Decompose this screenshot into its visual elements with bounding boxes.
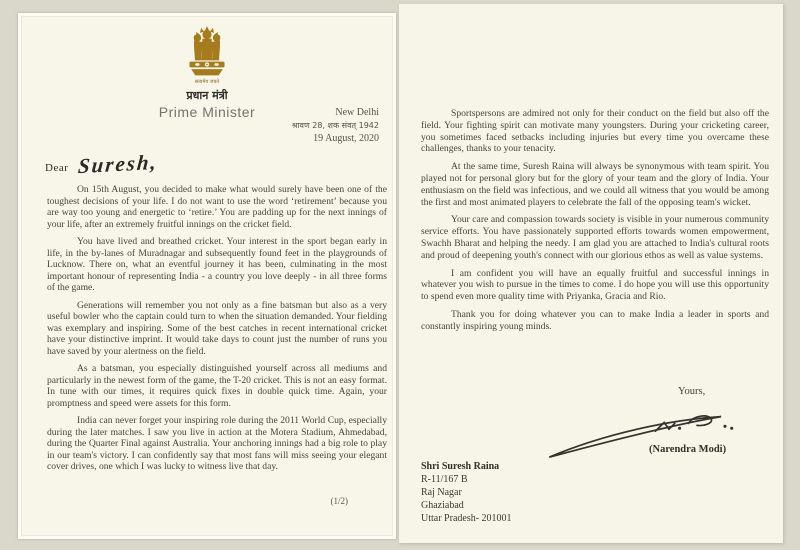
paragraph: Your care and compassion towards society is visible in your numerous community service efforts. You have passionately supported efforts towards women empowerment, Swachh Bharat and helping the needy. I am glad you are attached to India's cultural roots and proud of deepening youth's connect with our glorious ethos as well as value systems. bbox=[421, 214, 769, 261]
title-hindi: प्रधान मंत्री bbox=[186, 89, 228, 102]
address-line: Uttar Pradesh- 201001 bbox=[421, 513, 512, 524]
paragraph: I am confident you will have an equally fruitful and successful innings in whatever you wish to pursue in the times to come. I do hope you will use this opportunity to spend even more quality time with Priyanka, Gracia and Rio. bbox=[421, 267, 769, 303]
salutation-prefix: Dear bbox=[45, 162, 69, 174]
date-hindi: श्रावण 28, शक संवत् 1942 bbox=[291, 121, 379, 130]
page1-body bbox=[47, 184, 387, 479]
closing-yours: Yours, bbox=[678, 386, 706, 397]
address-line: R-11/167 B bbox=[421, 474, 468, 485]
letter-page-1 bbox=[18, 13, 396, 539]
address-line: Raj Nagar bbox=[421, 487, 462, 498]
date-english: 19 August, 2020 bbox=[313, 133, 379, 144]
place: New Delhi bbox=[335, 107, 379, 118]
paragraph: Thank you for doing whatever you can to make India a leader in sports and constantly inspiring young minds. bbox=[421, 308, 769, 332]
page-number: (1/2) bbox=[330, 496, 348, 506]
paragraph: On 15th August, you decided to make what would surely have been one of the toughest decisions of your life. I do not want to use the word ‘retirement’ because you are way too young and energetic to ‘retire.’ You are padding up for the next innings of your life, after an extremely fruitful innings on the cricket field. bbox=[47, 184, 387, 230]
title-english: Prime Minister bbox=[158, 104, 256, 120]
signer-name: (Narendra Modi) bbox=[649, 444, 727, 455]
paragraph: Generations will remember you not only as a fine batsman but also as a very useful bowler who the captain could turn to when the situation demanded. Your fielding was exemplary and inspiring. Some of the best catches in recent international cricket have your distinctive imprint. It would take days to count just the number of runs you have saved by your alertness on the field. bbox=[47, 299, 387, 357]
paragraph: At the same time, Suresh Raina will always be synonymous with team spirit. You played not for personal glory but for the glory of your team and the glory of India. Your enthusiasm on the field was infectious, and we could all witness that you would be among the first and most animated players to celebrate the fall of the opposing team's wicket. bbox=[421, 161, 769, 208]
letter-page-2 bbox=[399, 4, 783, 543]
ashoka-emblem-icon bbox=[21, 26, 393, 78]
paragraph: As a batsman, you especially distinguished yourself across all mediums and particularly in the newest form of the game, the T-20 cricket. This is not an easy format. In tune with our times, it requires quick fixes in double quick time. Again, your promptness and speed were assets for this form. bbox=[47, 363, 387, 409]
paragraph: You have lived and breathed cricket. Your interest in the sport began early in life, in the by-lanes of Muradnagar and subsequently found feet in the playgrounds of Lucknow. There on, what an eventful journey it has been, culminating in the most important honour of representing India - a country you love deeply - in all three forms of the game. bbox=[47, 236, 387, 293]
recipient-name: Shri Suresh Raina bbox=[421, 461, 500, 472]
motto-satyameva-jayate: सत्यमेव जयते bbox=[194, 79, 220, 85]
handwritten-name: Suresh, bbox=[77, 149, 160, 179]
paragraph: Sportspersons are admired not only for their conduct on the field but also off the field. Your fighting spirit can motivate many youngsters. During your cricketing career, you sometimes faced setbacks including injuries but every time you overcame these challenges, thanks to your tenacity. bbox=[421, 108, 769, 155]
address-line: Ghaziabad bbox=[421, 500, 464, 511]
date-block bbox=[292, 106, 379, 145]
page2-body bbox=[421, 108, 769, 339]
salutation bbox=[45, 149, 160, 179]
recipient-address bbox=[421, 460, 512, 525]
paragraph: India can never forget your inspiring role during the 2011 World Cup, especially during the later matches. I saw you live in action at the Motera Stadium, Ahmedabad, during the Quarter Final against Australia. Your anchoring innings had a big role to play in our team's victory. I can confidently say that most fans will miss seeing your elegant cover drives, one which I was lucky to witness live that day. bbox=[47, 415, 387, 472]
